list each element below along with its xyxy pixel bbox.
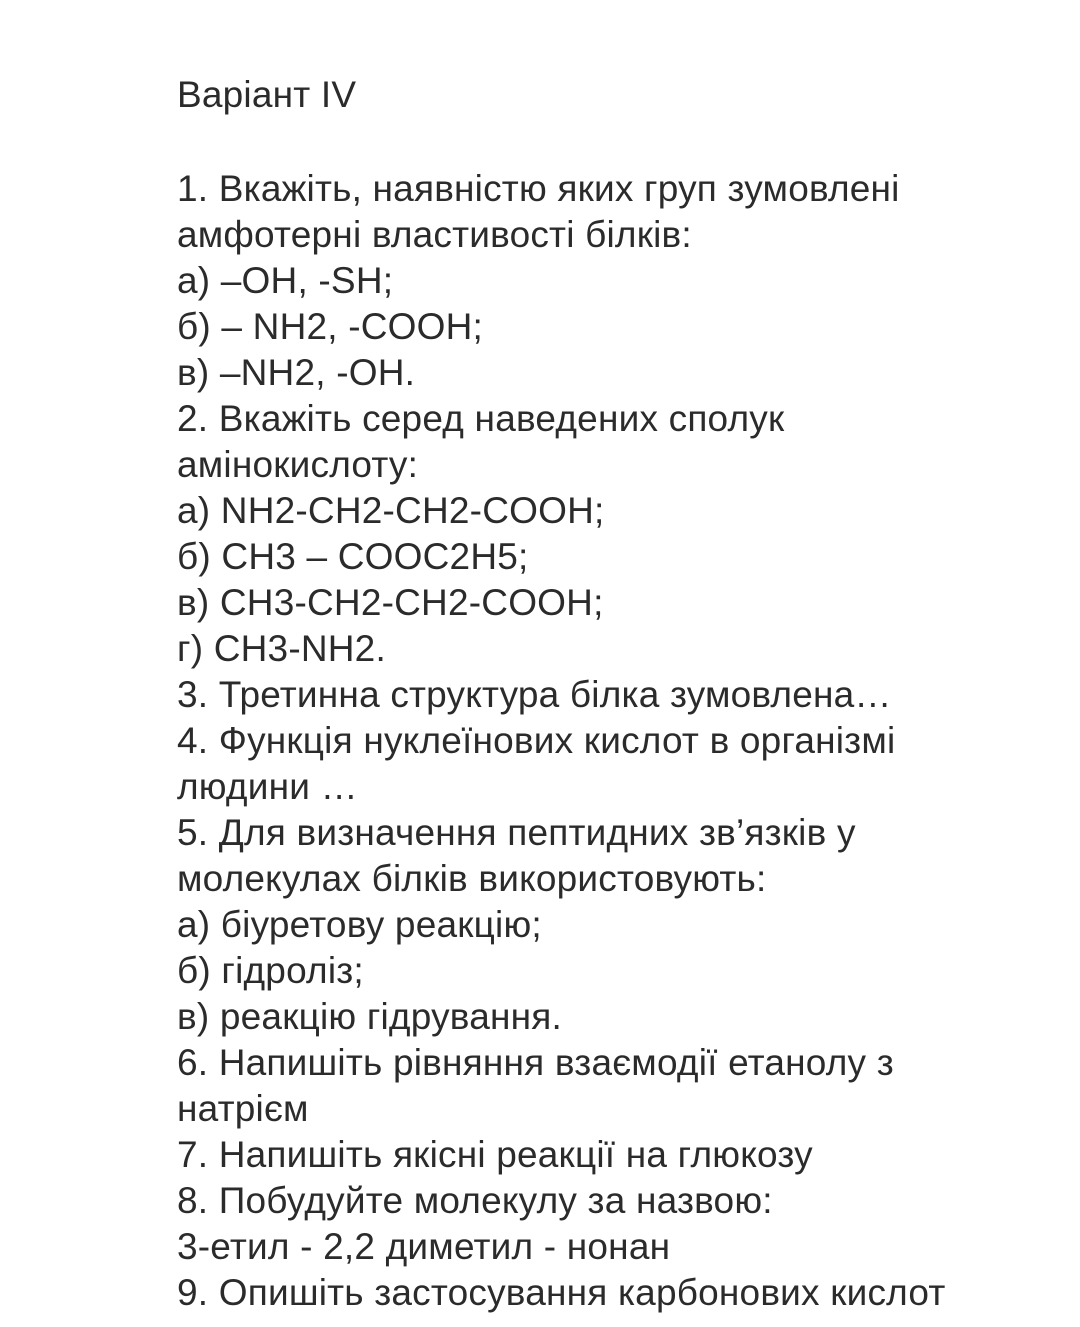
question-1-option-b: б) – NH2, -COOH; [177, 306, 484, 347]
question-2-option-d: г) CH3-NH2. [177, 628, 386, 669]
document-text [177, 72, 1057, 1316]
question-1-line-1: 1. Вкажіть, наявністю яких груп зумовлені [177, 168, 900, 209]
question-8-line-2: 3-етил - 2,2 диметил - нонан [177, 1226, 671, 1267]
question-9: 9. Опишіть застосування карбонових кислот [177, 1272, 946, 1313]
question-8-line-1: 8. Побудуйте молекулу за назвою: [177, 1180, 773, 1221]
question-7: 7. Напишіть якісні реакції на глюкозу [177, 1134, 813, 1175]
question-4-line-1: 4. Функція нуклеїнових кислот в організмі [177, 720, 896, 761]
question-6-line-1: 6. Напишіть рівняння взаємодії етанолу з [177, 1042, 894, 1083]
question-2-line-2: амінокислоту: [177, 444, 419, 485]
question-1-line-2: амфотерні властивості білків: [177, 214, 692, 255]
question-5-line-2: молекулах білків використовують: [177, 858, 767, 899]
document-title: Варіант IV [177, 74, 357, 115]
question-2-option-b: б) CH3 – COOC2H5; [177, 536, 529, 577]
question-4-line-2: людини … [177, 766, 358, 807]
question-5-line-1: 5. Для визначення пептидних зв’язків у [177, 812, 856, 853]
question-2-option-a: а) NH2-CH2-CH2-COOH; [177, 490, 605, 531]
question-5-option-a: а) біуретову реакцію; [177, 904, 542, 945]
question-3: 3. Третинна структура білка зумовлена… [177, 674, 892, 715]
question-2-option-c: в) CH3-CH2-CH2-COOH; [177, 582, 604, 623]
question-1-option-a: а) –OH, -SH; [177, 260, 394, 301]
question-5-option-c: в) реакцію гідрування. [177, 996, 562, 1037]
question-2-line-1: 2. Вкажіть серед наведених сполук [177, 398, 785, 439]
question-6-line-2: натрієм [177, 1088, 309, 1129]
blank-line [177, 118, 1057, 166]
question-1-option-c: в) –NH2, -OH. [177, 352, 416, 393]
question-5-option-b: б) гідроліз; [177, 950, 364, 991]
